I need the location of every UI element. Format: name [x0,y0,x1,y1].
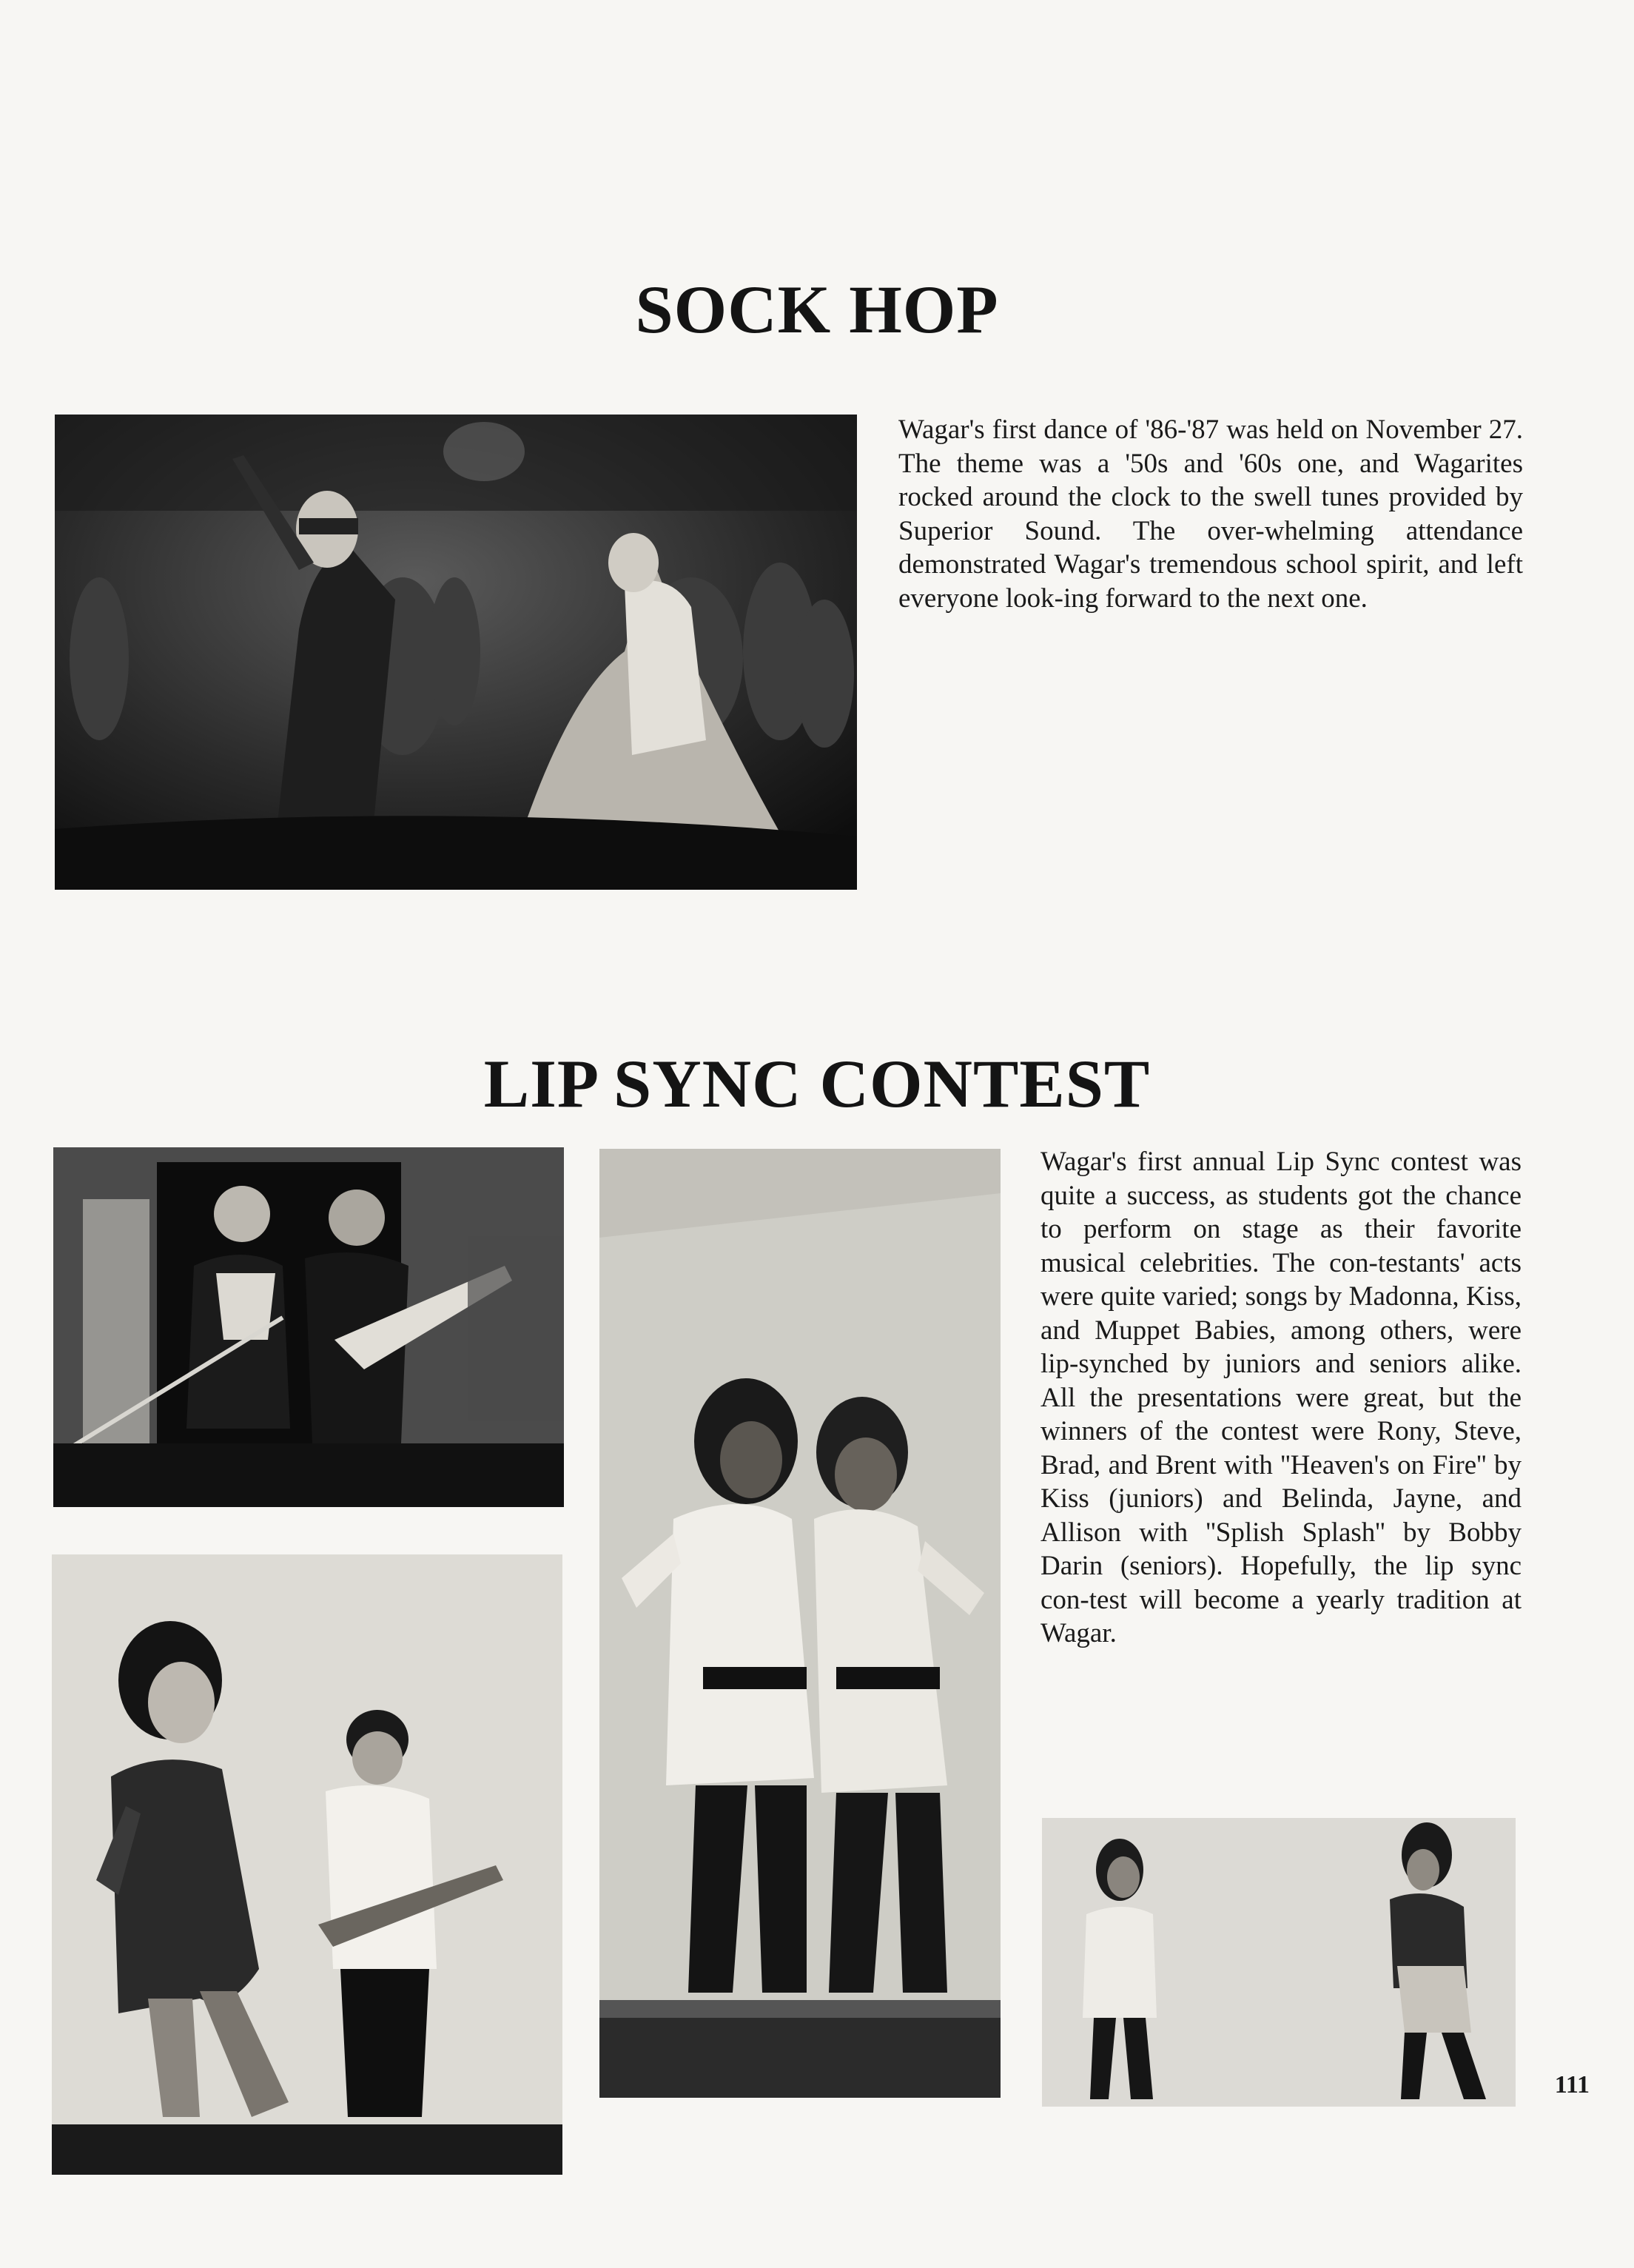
sock-hop-title: SOCK HOP [635,272,999,347]
lip-sync-saxophone-photo [52,1554,562,2175]
page-number: 111 [1554,2071,1590,2098]
lip-sync-title: LIP SYNC CONTEST [483,1046,1151,1121]
lip-sync-band-photo [53,1147,564,1507]
lip-sync-paragraph: Wagar's first annual Lip Sync contest was quite a success, as students got the chance to perform on stage as their favorite musical celebrities. The con-testants' acts were quite varied; songs by Madonna, Kiss, and Muppet Babies, among others, were lip-synched by juniors and seniors alike. All the presentations were great, but the winners of the contest were Rony, Steve, Brad, and Brent with ''Heaven's on Fire'' by Kiss (juniors) and Belinda, Jayne, and Allison with ''Splish Splash'' by Bobby Darin (seniors). Hopefully, the lip sync con-test will become a yearly tradition at Wagar. [1040,1147,1522,1648]
sock-hop-paragraph: Wagar's first dance of '86-'87 was held on November 27. The theme was a '50s and '60s one, and Wagarites rocked around the clock to the swell tunes provided by Superior Sound. The over-whelming attendance demonstrated Wagar's tremendous school spirit, and left everyone look-ing forward to the next one. [898,415,1523,614]
lip-sync-dancers-photo [599,1149,1001,2098]
sock-hop-dance-photo [55,415,857,890]
lip-sync-stage-duo-photo [1042,1818,1516,2107]
